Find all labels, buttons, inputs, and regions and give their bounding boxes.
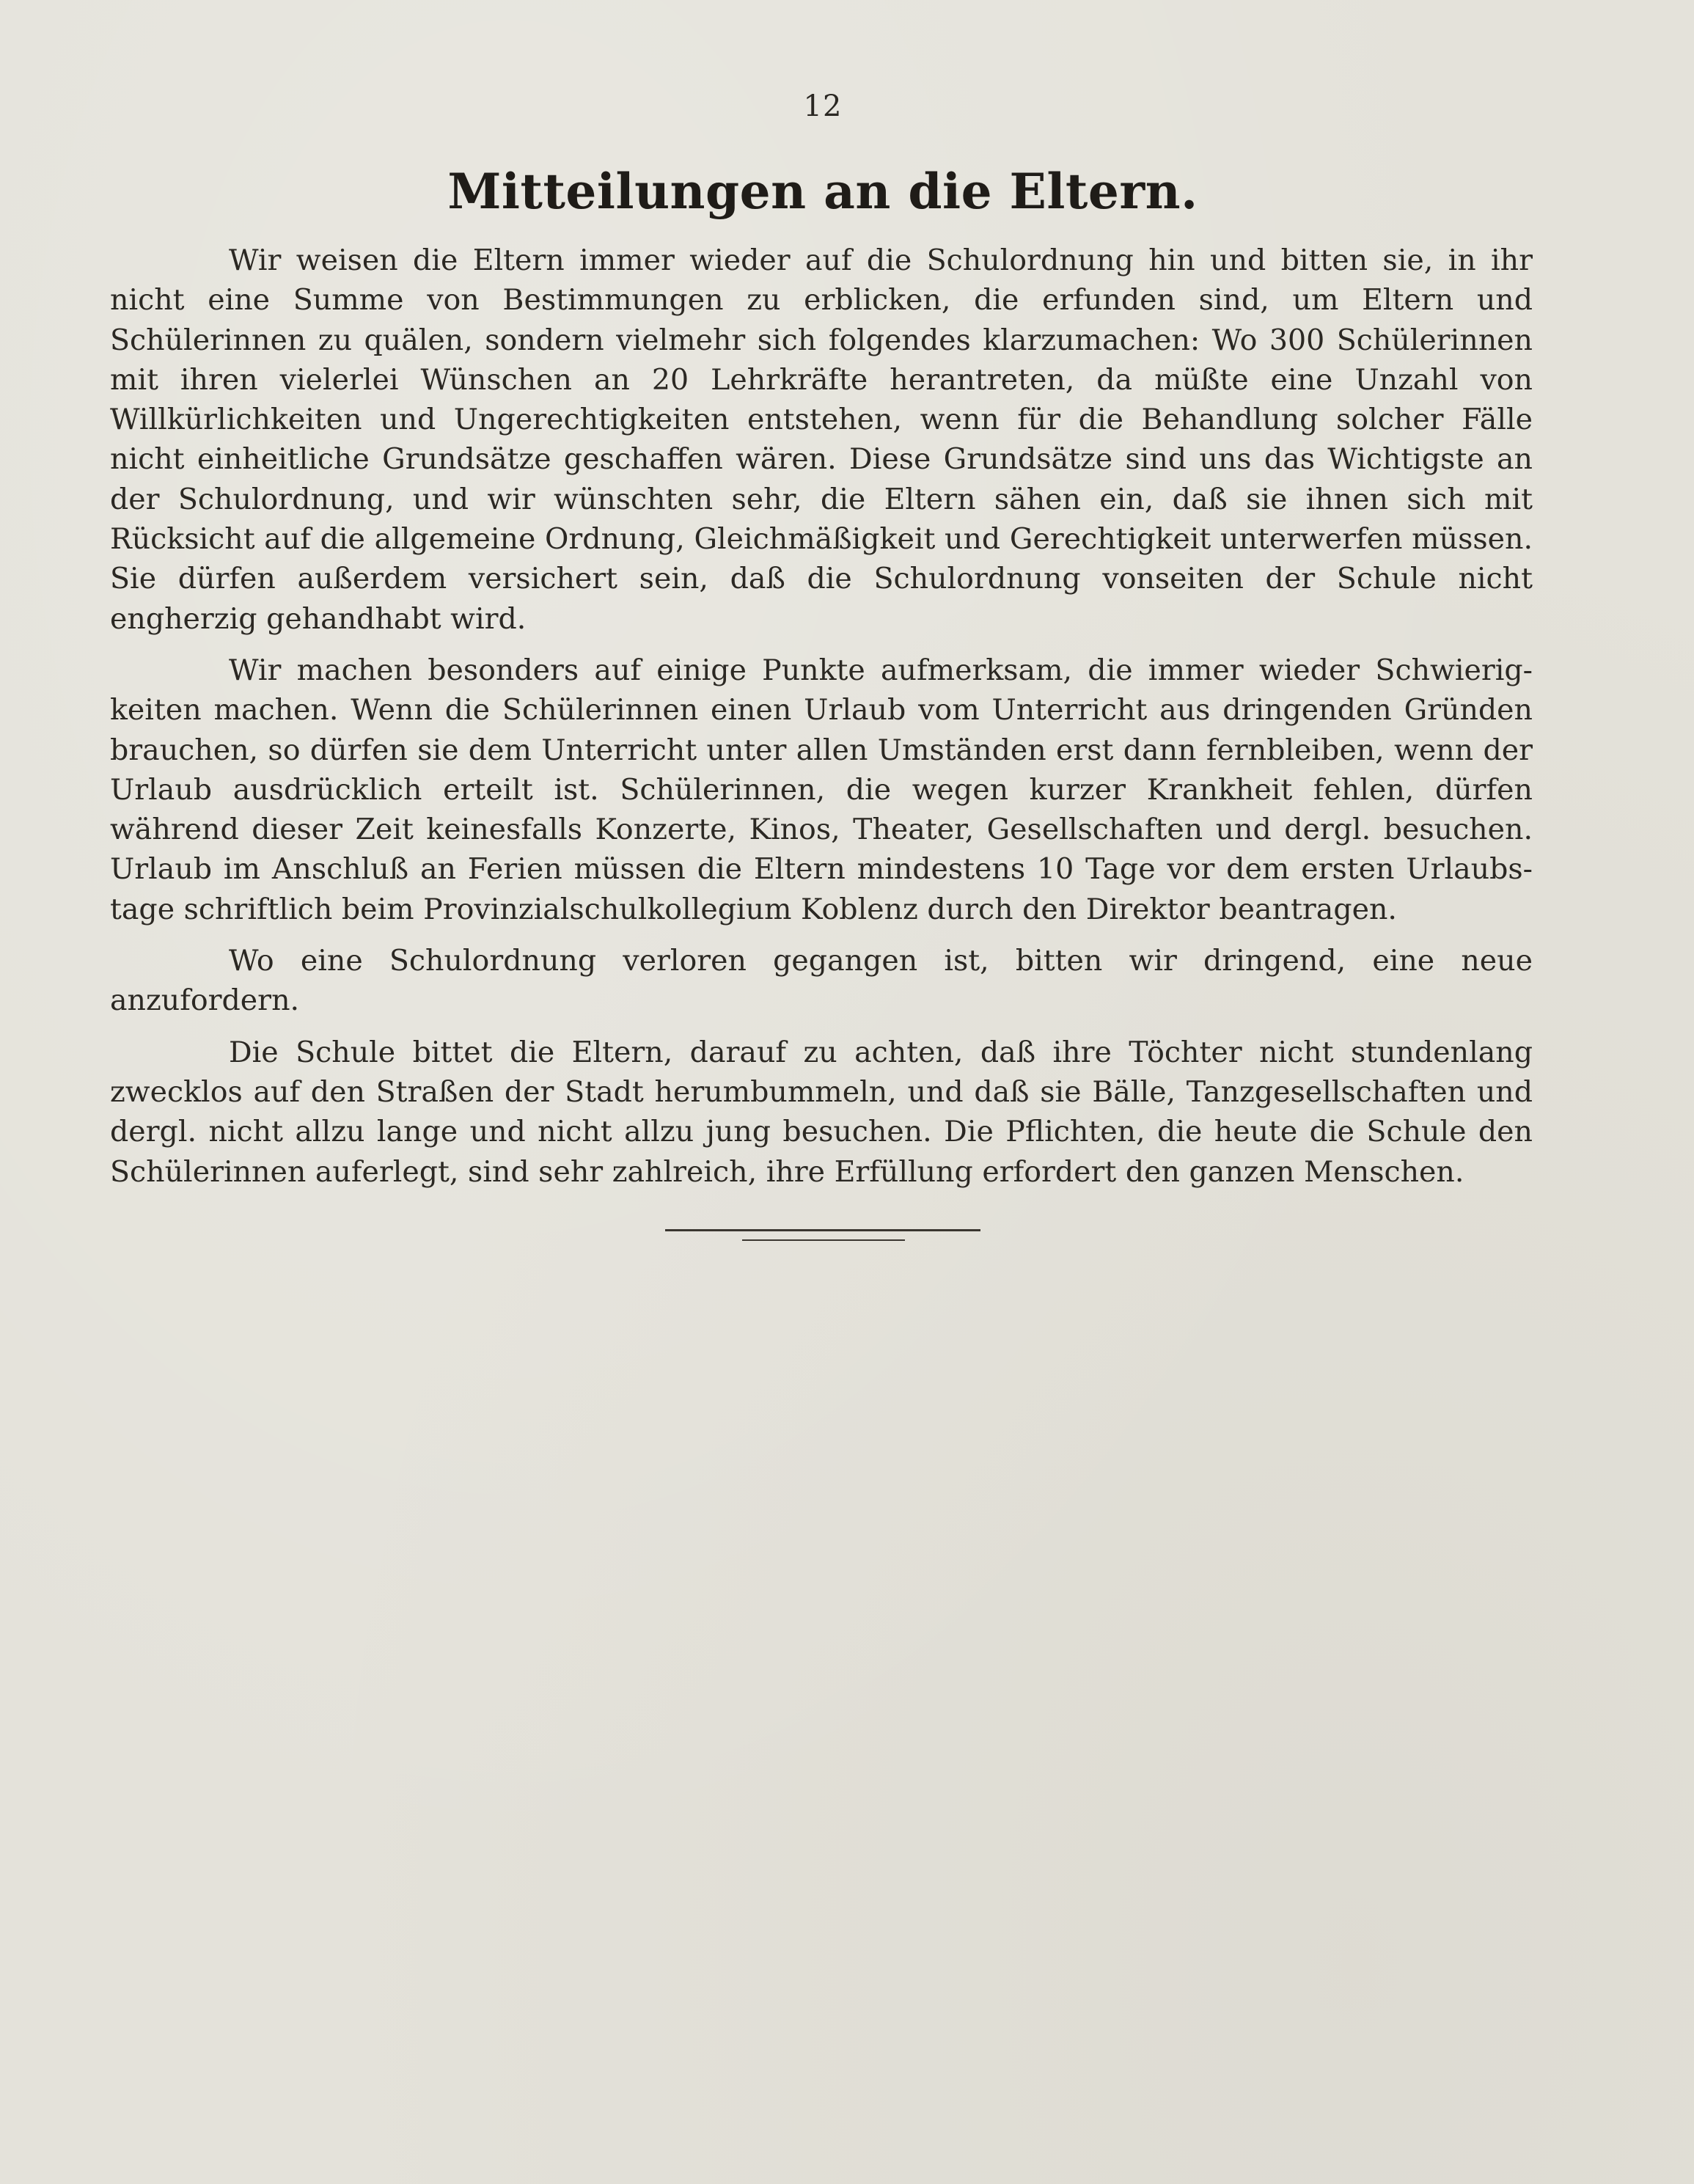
divider-line-short <box>742 1239 905 1241</box>
paragraph-3: Wo eine Schulordnung verloren gegangen ist, bitten wir dringend, eine neue anzufordern. <box>110 944 1533 1018</box>
page-title: Mitteilungen an die Eltern. <box>447 163 1198 220</box>
paragraph-2: Wir machen besonders auf einige Punkte aufmerksam, die immer wieder Schwierigkeiten machen. Wenn die Schülerinnen einen Urlaub vom Unterricht aus dringenden Gründen brauchen, so dürfen sie dem Unterricht unter allen Umständen erst dann fernbleiben, wenn der Urlaub ausdrücklich erteilt ist. Schülerinnen, die wegen kurzer Krankheit fehlen, dürfen während dieser Zeit keinesfalls Konzerte, Kinos, Theater, Gesellschaften und dergl. besuchen. Urlaub im Anschluß an Ferien müssen die Eltern mindestens 10 Tage vor dem ersten Urlaubstage schriftlich beim Provinzialschulkollegium Koblenz durch den Direktor beantragen. <box>110 653 1533 926</box>
divider-line-long <box>665 1229 980 1231</box>
page-number: 12 <box>803 89 843 123</box>
body-text <box>110 241 1533 1192</box>
paragraph-4: Die Schule bittet die Eltern, darauf zu achten, daß ihre Töchter nicht stundenlang zwecklos auf den Straßen der Stadt herumbummeln, und daß sie Bälle, Tanzgesellschaften und dergl. nicht allzu lange und nicht allzu jung besuchen. Die Pflichten, die heute die Schule den Schülerinnen auferlegt, sind sehr zahlreich, ihre Erfüllung erfordert den ganzen Menschen. <box>110 1035 1533 1189</box>
paragraph-1: Wir weisen die Eltern immer wieder auf die Schulordnung hin und bitten sie, in ihr nicht eine Summe von Bestimmungen zu erblicken, die erfunden sind, um Eltern und Schülerinnen zu quälen, sondern vielmehr sich folgendes klarzumachen: Wo 300 Schülerinnen mit ihren vielerlei Wünschen an 20 Lehrkräfte herantreten, da müßte eine Unzahl von Willkürlichkeiten und Ungerechtigkeiten entstehen, wenn für die Behandlung solcher Fälle nicht einheitliche Grundsätze geschaffen wären. Diese Grundsätze sind uns das Wichtigste an der Schulordnung, und wir wünschten sehr, die Eltern sähen ein, daß sie ihnen sich mit Rücksicht auf die allgemeine Ordnung, Gleichmäßigkeit und Gerechtigkeit unterwerfen müssen. Sie dürfen außerdem versichert sein, daß die Schulordnung vonseiten der Schule nicht engherzig gehandhabt wird. <box>110 243 1533 636</box>
